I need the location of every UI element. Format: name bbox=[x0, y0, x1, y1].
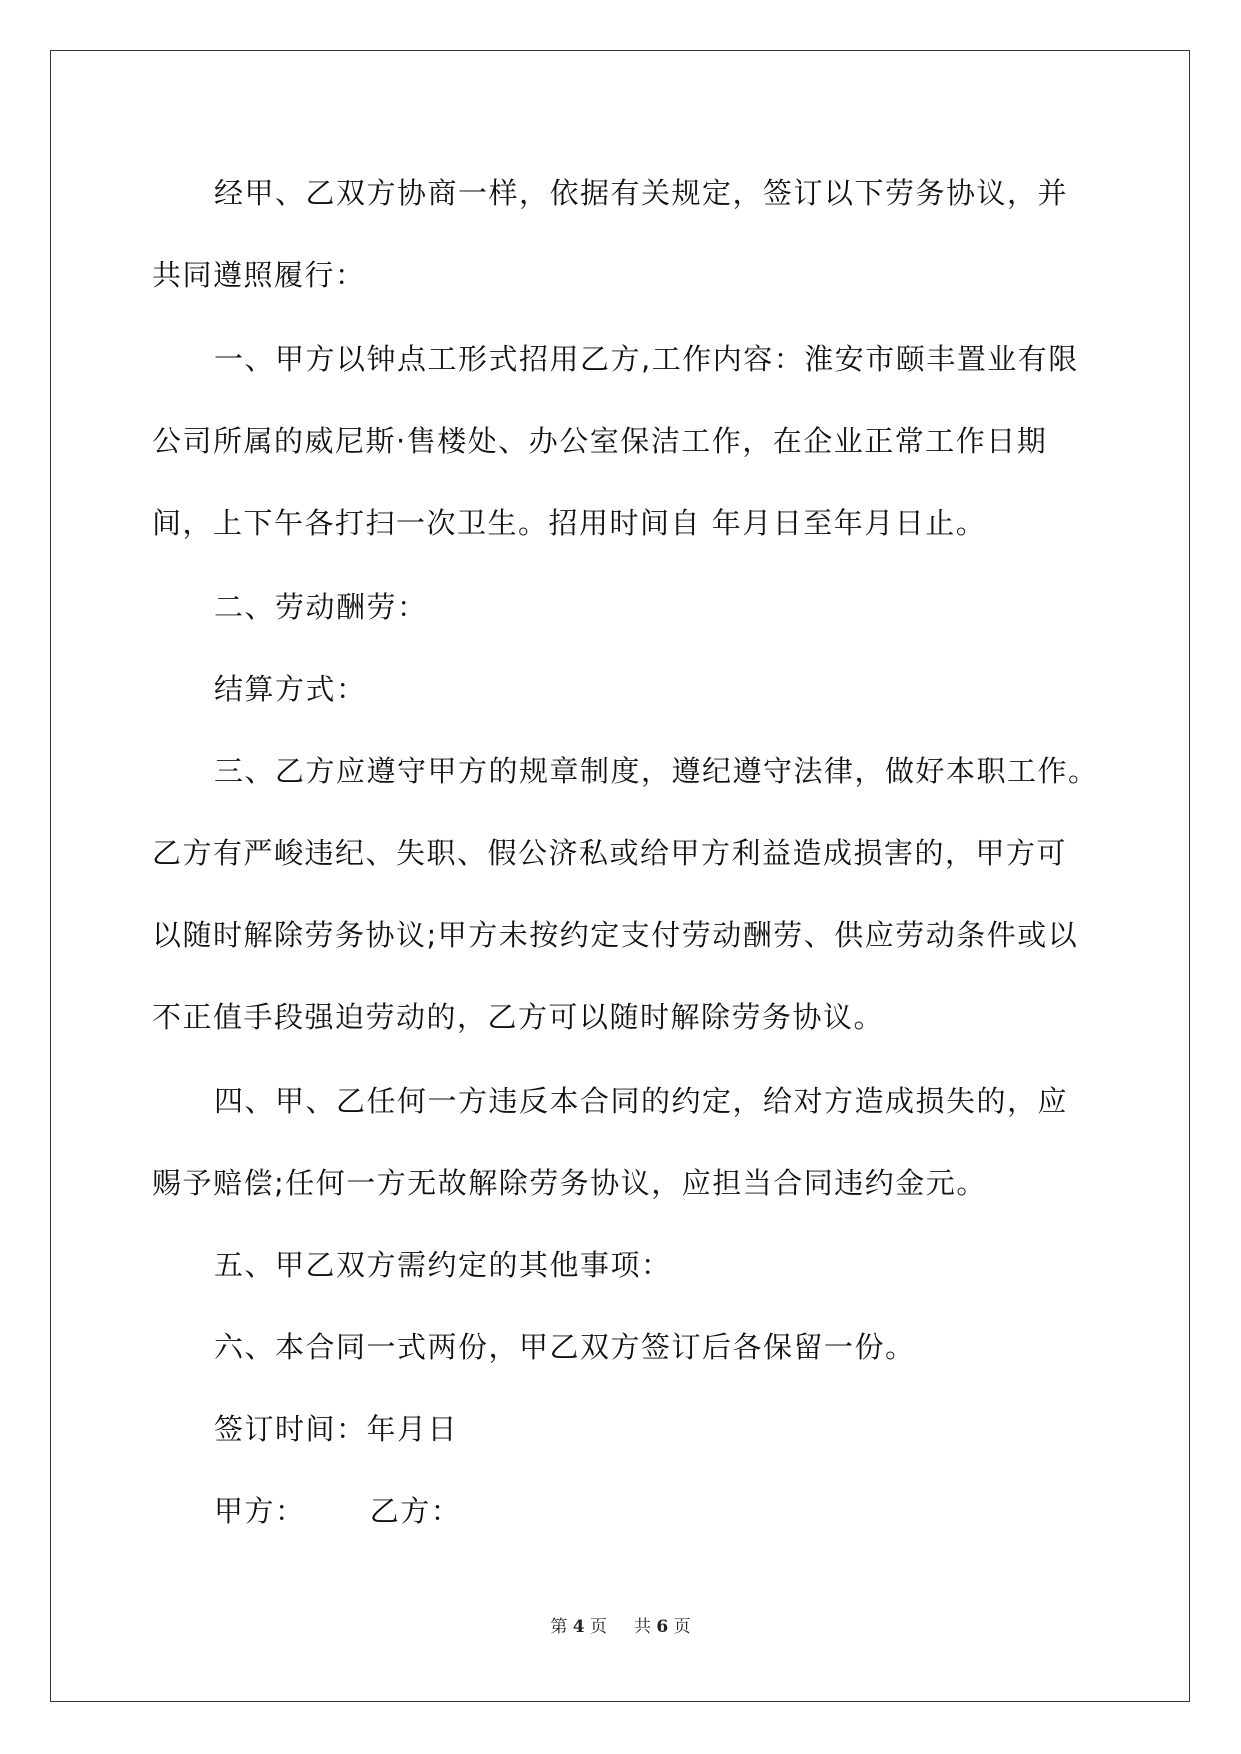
paragraph-intro bbox=[152, 152, 1092, 316]
text-line: 间，上下午各打扫一次卫生。招用时间自 年月日至年月日止。 bbox=[152, 506, 987, 540]
text-line: 结算方式： bbox=[214, 672, 367, 706]
text-line: 共同遵照履行： bbox=[152, 258, 366, 292]
text-line: 公司所属的威尼斯·售楼处、办公室保洁工作，在企业正常工作日期 bbox=[152, 424, 1048, 458]
text-line: 甲方： 乙方： bbox=[214, 1494, 462, 1528]
signature-parties bbox=[152, 1470, 1092, 1552]
paragraph-clause-4 bbox=[152, 1060, 1092, 1224]
footer-page-word: 页 bbox=[589, 1617, 607, 1637]
footer-prefix: 第 bbox=[550, 1617, 568, 1637]
total-pages-number: 6 bbox=[656, 1617, 669, 1637]
text-line: 一、甲方以钟点工形式招用乙方,工作内容：淮安市颐丰置业有限 bbox=[214, 342, 1079, 376]
text-line: 经甲、乙双方协商一样，依据有关规定，签订以下劳务协议，并 bbox=[214, 176, 1069, 210]
text-line: 二、劳动酬劳： bbox=[214, 590, 428, 624]
text-line: 四、甲、乙任何一方违反本合同的约定，给对方造成损失的，应 bbox=[214, 1084, 1069, 1118]
paragraph-clause-6 bbox=[152, 1306, 1092, 1388]
text-line: 五、甲乙双方需约定的其他事项： bbox=[214, 1248, 672, 1282]
page-footer bbox=[0, 1612, 1241, 1637]
paragraph-clause-5 bbox=[152, 1224, 1092, 1306]
paragraph-clause-1 bbox=[152, 318, 1092, 564]
text-line: 签订时间：年月日 bbox=[214, 1412, 459, 1446]
text-line: 赐予赔偿;任何一方无故解除劳务协议，应担当合同违约金元。 bbox=[152, 1166, 987, 1200]
paragraph-settlement bbox=[152, 648, 1092, 730]
text-line: 乙方有严峻违纪、失职、假公济私或给甲方利益造成损害的，甲方可 bbox=[152, 836, 1068, 870]
text-line: 不正值手段强迫劳动的，乙方可以随时解除劳务协议。 bbox=[152, 1000, 885, 1034]
footer-total-prefix: 共 bbox=[634, 1617, 652, 1637]
paragraph-clause-3 bbox=[152, 730, 1099, 1058]
current-page-number: 4 bbox=[572, 1617, 585, 1637]
footer-total-suffix: 页 bbox=[673, 1617, 691, 1637]
paragraph-clause-2 bbox=[152, 566, 1092, 648]
text-line: 以随时解除劳务协议;甲方未按约定支付劳动酬劳、供应劳动条件或以 bbox=[152, 918, 1079, 952]
text-line: 三、乙方应遵守甲方的规章制度，遵纪遵守法律，做好本职工作。 bbox=[214, 754, 1099, 788]
signing-date bbox=[152, 1388, 1092, 1470]
text-line: 六、本合同一式两份，甲乙双方签订后各保留一份。 bbox=[214, 1330, 916, 1364]
